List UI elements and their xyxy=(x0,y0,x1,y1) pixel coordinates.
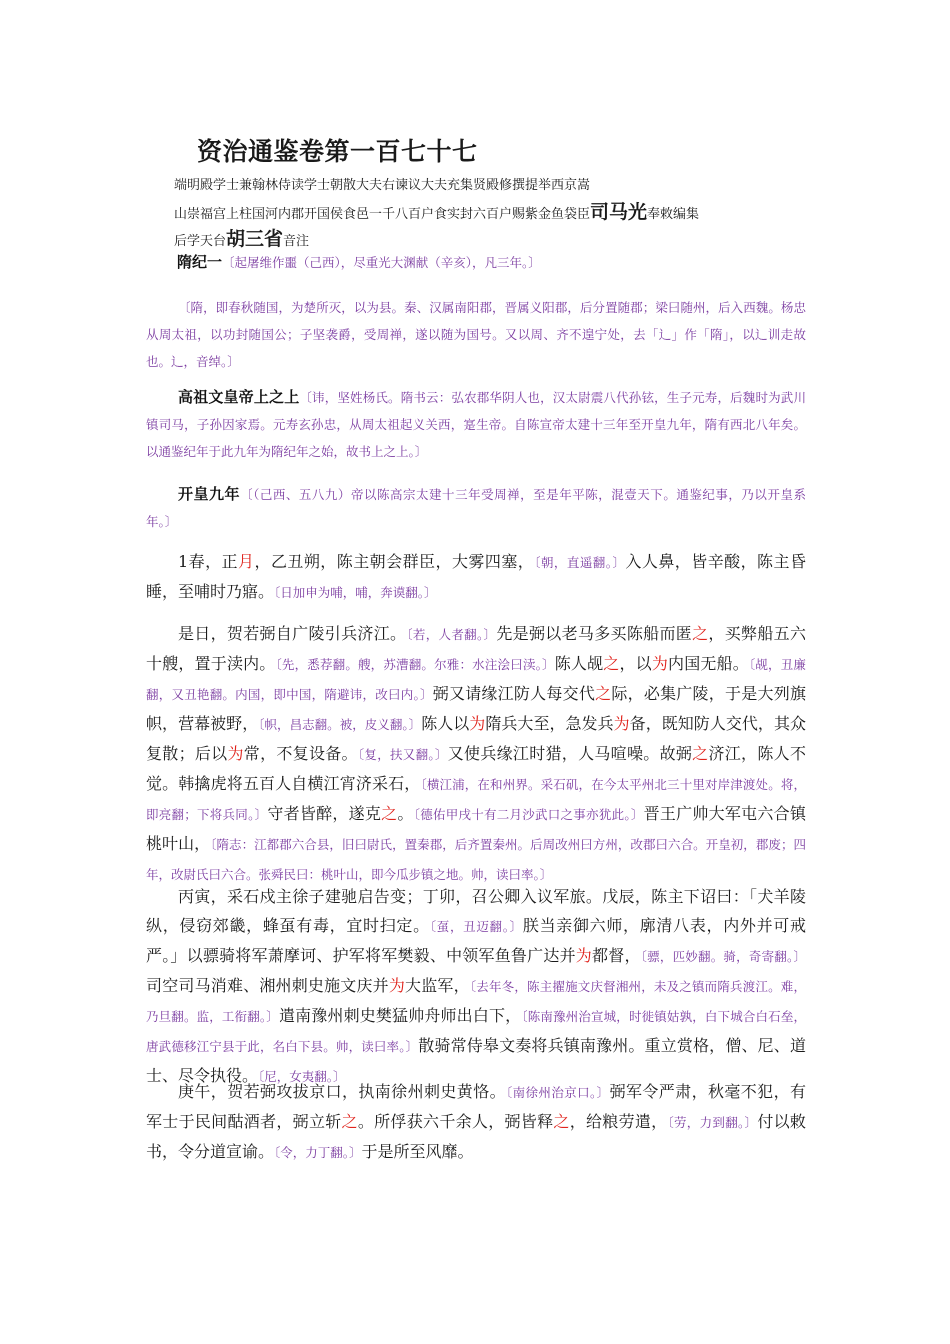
body-text: 丙寅，采石戍主徐子建驰启告变；丁卯，召公卿入议军旅。戊辰，陈主下诏曰：「犬羊陵纵，侵窃郊畿，蜂虿有毒，宜时扫定。 xyxy=(146,887,806,935)
highlighted-char: 之 xyxy=(341,1112,358,1131)
body-text: 是日，贺若弼自广陵引兵济江。 xyxy=(178,624,407,643)
highlighted-char: 之 xyxy=(595,684,612,703)
inline-note: 〔令，力丁翻。〕 xyxy=(274,1145,362,1160)
section-note: 〔起屠维作噩（己西），尽重光大渊献（辛亥），凡三年。〕 xyxy=(222,255,541,270)
inline-note: 〔先，悉荐翻。艘，苏漕翻。尔雅：水注浍曰渎。〕 xyxy=(275,657,555,672)
body-text: 遣南豫州刺史樊猛帅舟师出白下， xyxy=(278,1006,522,1025)
highlighted-char: 之 xyxy=(692,624,709,643)
body-text: 晋王广帅大军屯六合镇桃叶山， xyxy=(146,804,806,853)
body-text: 1春，正 xyxy=(178,552,239,571)
body-text: 付以敕书，令分道宣谕。 xyxy=(146,1112,806,1161)
year-title: 开皇九年 xyxy=(178,485,241,503)
body-text: 弼军令严肃，秋毫不犯，有军士于民间酤酒者，弼立斩 xyxy=(146,1082,806,1131)
inline-note: 〔陈南豫州治宣城，时徙镇姑孰，白下城合白石垒，唐武德移江宁县于此，名白下县。帅，读曰率。〕 xyxy=(146,1009,806,1054)
highlighted-char: 之 xyxy=(603,654,620,673)
body-text: 守者皆醉，遂克 xyxy=(267,804,382,823)
body-text: 备，既知防人交代，其众复散；后以 xyxy=(146,714,806,763)
body-text: 陈人以 xyxy=(421,714,470,733)
body-text: 济江，陈人不觉。韩擒虎将五百人自横江宵济采石， xyxy=(146,744,806,793)
highlighted-char: 为 xyxy=(575,946,593,965)
inline-note: 〔去年冬，陈主擢施文庆督湘州，未及之镇而隋兵渡江。难，乃旦翻。监，工衔翻。〕 xyxy=(146,979,806,1024)
sui-note: 〔隋，即春秋随国，为楚所灭，以为县。秦、汉属南阳郡，晋属义阳郡，后分置随郡；梁曰随州，后入西魏。杨忠从周太祖，以功封随国公；子坚袭爵，受周禅，遂以随为国号。又以周、齐不遑宁处，去「辶」作「隋」，以辶训走故也。辶，音绰。〕 xyxy=(146,300,806,369)
inline-note: 〔德佑甲戌十有二月沙武口之事亦犹此。〕 xyxy=(413,807,644,822)
paragraph-2 xyxy=(146,619,806,889)
body-text: ，给粮劳遣， xyxy=(569,1112,668,1131)
highlighted-char: 为 xyxy=(651,654,669,673)
body-text: 入人鼻，皆辛酸，陈主昏睡，至哺时乃寤。 xyxy=(146,552,806,601)
body-text: 际，必集广陵，于是大列旗帜，营幕被野， xyxy=(146,684,806,733)
highlighted-char: 为 xyxy=(388,976,406,995)
author-name: 司马光 xyxy=(590,201,648,223)
body-text: 都督， xyxy=(592,946,641,965)
inline-note: 〔帜，昌志翻。被，皮义翻。〕 xyxy=(258,717,422,732)
body-text: 先是弼以老马多买陈船而匿 xyxy=(496,624,693,643)
annotator-line xyxy=(174,229,309,252)
body-text: ，以 xyxy=(619,654,652,673)
author-line-2 xyxy=(174,202,699,225)
highlighted-char: 为 xyxy=(613,714,630,733)
body-text: 大监军， xyxy=(405,976,470,995)
year-note: 〔（己西、五八九）帝以陈高宗太建十三年受周禅，至是年平陈，混壹天下。通鉴纪事，乃以开皇系年。〕 xyxy=(146,487,806,529)
sui-note-block xyxy=(146,294,806,375)
highlighted-char: 月 xyxy=(238,552,255,571)
author-line-2-text: 山崇福宫上柱国河内郡开国侯食邑一千八百户食实封六百户赐紫金鱼袋臣 xyxy=(174,207,591,222)
inline-note: 〔若，人者翻。〕 xyxy=(406,627,497,642)
highlighted-char: 之 xyxy=(692,744,709,763)
section-title: 隋纪一 xyxy=(177,253,223,271)
section-heading xyxy=(177,252,541,274)
inline-note: 〔朝，直遥翻。〕 xyxy=(534,555,626,570)
body-text: 散骑常侍皋文奏将兵镇南豫州。重立赏格，僧、尼、道士、尽令执役。 xyxy=(146,1036,806,1085)
highlighted-char: 之 xyxy=(553,1112,570,1131)
emperor-title: 高祖文皇帝上之上 xyxy=(178,388,300,406)
inline-note: 〔复，扶又翻。〕 xyxy=(357,747,448,762)
highlighted-char: 为 xyxy=(227,744,244,763)
highlighted-char: 之 xyxy=(381,804,398,823)
page-title: 资治通鉴卷第一百七十七 xyxy=(197,137,478,166)
emperor-note: 〔讳，坚姓杨氏。隋书云：弘农郡华阴人也，汉太尉震八代孙铉，生子元寿，后魏时为武川镇司马，子孙因家焉。元寿玄孙忠，从周太祖起义关西，寔生帝。自陈宣帝太建十三年至开皇九年，隋有西北八年矣。以通鉴纪年于此九年为隋纪年之始，故书上之上。〕 xyxy=(146,390,806,459)
inline-note: 〔劳，力到翻。〕 xyxy=(667,1115,758,1130)
inline-note: 〔横江浦，在和州界。采石矶，在今太平州北三十里对岸津渡处。将，即亮翻；下将兵同。〕 xyxy=(146,777,806,822)
body-text: 司空司马消难、湘州刺史施文庆并 xyxy=(146,976,389,995)
paragraph-4 xyxy=(146,1077,806,1167)
body-text: 庚午，贺若弼攻拔京口，执南徐州刺史黄恪。 xyxy=(178,1082,506,1101)
paragraph-1 xyxy=(146,547,806,607)
body-text: ，买弊船五六十艘，置于渎内。 xyxy=(146,624,806,673)
body-text: 隋兵大至，急发兵 xyxy=(485,714,614,733)
body-text: 又使兵缘江时猎，人马喧噪。故弼 xyxy=(447,744,693,763)
inline-note: 〔虿，丑迈翻。〕 xyxy=(429,919,523,934)
inline-note: 〔觇，丑廉翻，又丑艳翻。内国，即中国，隋避讳，改曰内。〕 xyxy=(146,657,806,702)
year-block xyxy=(146,481,806,535)
inline-note: 〔隋志：江都郡六合县，旧曰尉氏，置秦郡，后齐置秦州。后周改州曰方州，改郡曰六合。开皇初，郡废；四年，改尉氏曰六合。张舜民曰：桃叶山，即今瓜步镇之地。帅，读曰率。〕 xyxy=(146,837,806,882)
author-line-1: 端明殿学士兼翰林侍读学士朝散大夫右谏议大夫充集贤殿修撰提举西京嵩 xyxy=(174,178,591,193)
body-text: 朕当亲御六师，廓清八表，内外并可戒严。」以骠骑将军萧摩诃、护军将军樊毅、中领军鱼鲁广达并 xyxy=(146,916,806,965)
inline-note: 〔日加申为哺，哺，奔谟翻。〕 xyxy=(274,585,437,600)
body-text: 。 xyxy=(397,804,414,823)
annotator-prefix: 后学天台 xyxy=(174,234,227,249)
emperor-block xyxy=(146,384,806,465)
body-text: 陈人觇 xyxy=(554,654,604,673)
body-text: 内国无船。 xyxy=(668,654,749,673)
paragraph-3 xyxy=(146,882,806,1091)
annotator-role: 音注 xyxy=(283,234,310,249)
body-text: 于是所至风靡。 xyxy=(361,1142,474,1161)
inline-note: 〔南徐州治京口。〕 xyxy=(505,1085,610,1100)
author-role: 奉敕编集 xyxy=(647,207,700,222)
body-text: ，乙丑朔，陈主朝会群臣，大雾四塞， xyxy=(254,552,535,571)
inline-note: 〔尼，女夷翻。〕 xyxy=(258,1069,346,1084)
body-text: 常，不复设备。 xyxy=(243,744,358,763)
body-text: 弼又请缘江防人每交代 xyxy=(432,684,596,703)
body-text: 。所俘获六千余人，弼皆释 xyxy=(357,1112,554,1131)
annotator-name: 胡三省 xyxy=(226,228,284,250)
highlighted-char: 为 xyxy=(469,714,486,733)
inline-note: 〔骠，匹妙翻。骑，奇寄翻。〕 xyxy=(640,949,806,964)
